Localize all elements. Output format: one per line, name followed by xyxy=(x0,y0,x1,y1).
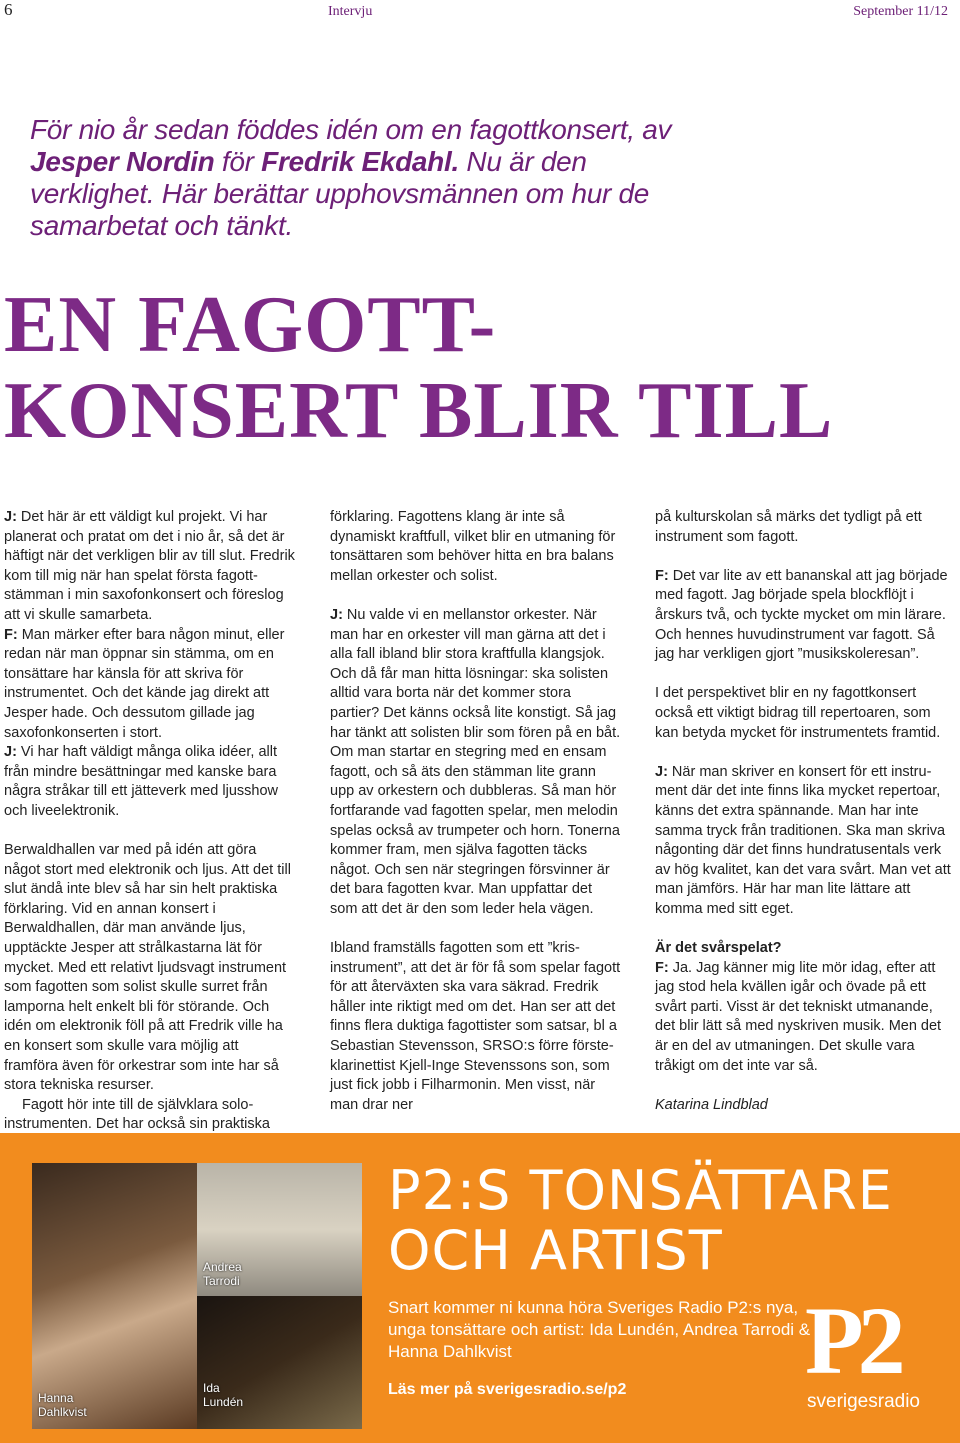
lead-name-composer: Jesper Nordin xyxy=(30,146,215,177)
ad-title-line-2: OCH ARTIST xyxy=(388,1219,723,1282)
speaker-label: F: xyxy=(4,626,18,643)
issue-date: September 11/12 xyxy=(853,4,948,19)
paragraph xyxy=(4,508,296,626)
byline: Katarina Lindblad xyxy=(655,1096,768,1113)
headline xyxy=(4,282,954,454)
photo-hanna-dahlkvist xyxy=(32,1163,197,1429)
paragraph xyxy=(655,959,955,1077)
paragraph-text: Det var lite av ett bananskal att jag började med fagott. Jag började spela blockflöjt i årskurs två, och tyckte mycket om min lärare. Och hennes huvudinstrument var fagott. Så jag har verkligen gjort ”musikskoleresan”. xyxy=(655,567,948,663)
p2-advertisement xyxy=(0,1133,960,1443)
paragraph-text: Ja. Jag känner mig lite mör idag, efter att jag stod hela kvällen igår och övade på ett svårt parti. Visst är det tekniskt utmanande, det blir lätt så med nyskriven musik. Men det är en del av utmaningen. Det skulle vara tråkigt om det inte var så. xyxy=(655,959,942,1074)
paragraph: på kulturskolan så märks det tydligt på ett instrument som fagott. xyxy=(655,509,922,545)
lead-text-1: För nio år sedan föddes idén om en fagottkonsert, av xyxy=(30,114,672,145)
speaker-label: J: xyxy=(655,763,668,780)
caption-first-name: Hanna xyxy=(38,1391,74,1405)
paragraph xyxy=(330,606,622,920)
paragraph-text: När man skriver en konsert för ett instrument där det inte finns lika mycket repertoar, känns det extra spännande. Man har inte samma tryck från traditionen. Ska man skriva någonting där det finns hundratusentals verk av hög kvalitet, kan det vara svårt. Man vet att man jämförs. Här har man lite lättare att komma med sitt eget. xyxy=(655,763,951,917)
caption-first-name: Ida xyxy=(203,1381,220,1395)
lead-paragraph xyxy=(30,114,710,242)
article-column-2 xyxy=(330,508,622,1115)
photo-ida-lunden xyxy=(197,1296,362,1429)
paragraph-text: Man märker efter bara någon minut, eller redan när man öppnar sin stämma, om en tonsättare har känsla för att skriva för instrumentet. Och det kände jag direkt att Jesper hade. Och dessutom gillade jag saxofonkonserten i stort. xyxy=(4,626,285,741)
paragraph-text: Nu valde vi en mellanstor orkester. När man har en orkester vill man gärna att det i alla fall ibland blir stora kraftfulla klangsjok. Och då får man hitta lösningar: ska solisten alltid vara borta när det kommer stora partier? Det känns också lite konstigt. Så jag har tänkt att solisten blir som fören på en båt. Om man startar en stegring med en ensam fagott, och så äts den stämman lite grann upp av orkestern och dubbleras. Så man hör fortfarande vad fagotten spelar, men melodin spelas också av trumpeter och horn. Tonerna kommer fram, men själva fagotten täcks något. Och sen när stegringen försvinner är det bara fagotten kvar. Man uppfattar det som att det är den som leder hela vägen. xyxy=(330,606,621,917)
lead-name-performer: Fredrik Ekdahl. xyxy=(261,146,459,177)
photo-andrea-tarrodi xyxy=(197,1163,362,1296)
speaker-label: F: xyxy=(655,567,669,584)
caption-andrea xyxy=(203,1260,242,1288)
paragraph xyxy=(655,567,955,665)
ad-title xyxy=(388,1161,948,1281)
caption-first-name: Andrea xyxy=(203,1260,242,1274)
caption-last-name: Dahlkvist xyxy=(38,1405,87,1419)
page-header xyxy=(0,0,960,28)
paragraph: Berwaldhallen var med på idén att göra något stort med elektronik och ljus. Att det till slut ändå inte blev så har sin helt praktiska förklaring. Vid en annan konsert i Berwaldhallen, där man använde ljus, upptäckte Jesper att strålkastarna lät för mycket. Med ett relativt ljudsvagt instrument som fagotten som solist skulle surret från lamporna helt enkelt bli för störande. Och idén om elektronik föll på att Fredrik ville ha en konsert som skulle vara möjlig att framföra även för orkestrar som inte har så stora tekniska resurser. xyxy=(4,842,291,1094)
lead-text-3: Nu är den verklighet. Här berättar upphovsmännen om hur de samarbetat och tänkt. xyxy=(30,146,650,241)
article-column-3 xyxy=(655,508,955,1115)
speaker-label: J: xyxy=(330,606,343,623)
paragraph: I det perspektivet blir en ny fagottkonsert också ett viktigt bidrag till repertoaren, som kan betyda mycket för instrumentets framtid. xyxy=(655,685,941,741)
speaker-label: J: xyxy=(4,744,17,761)
sverigesradio-wordmark: sverigesradio xyxy=(807,1391,920,1412)
speaker-label: J: xyxy=(4,509,17,525)
sveriges-radio-p2-logo xyxy=(805,1287,955,1423)
paragraph: Ibland framställs fagotten som ett ”krisinstrument”, att det är för få som spelar fagott för att återväxten ska vara säkrad. Fredrik håller inte riktigt med om det. Han ser att det finns flera duktiga fagottister som satsar, bl a Sebastian Stevensson, SRSO:s förre försteklarinettist Kjell-Inge Stevenssons son, som just fick jobb i Filharmonin. Men visst, när man drar ner xyxy=(330,940,621,1113)
artist-photos xyxy=(32,1163,362,1429)
headline-line-2: KONSERT BLIR TILL xyxy=(4,367,834,455)
section-label: Intervju xyxy=(328,4,373,19)
caption-last-name: Tarrodi xyxy=(203,1274,240,1288)
lead-text-2: för xyxy=(214,146,262,177)
paragraph xyxy=(655,763,955,920)
ad-body-text: Snart kommer ni kunna höra Sveriges Radio P2:s nya, unga tonsättare och artist: Ida Lundén, Andrea Tarrodi & Hanna Dahlkvist xyxy=(388,1298,811,1361)
p2-logo-mark: P2 xyxy=(805,1287,900,1394)
caption-hanna xyxy=(38,1391,87,1419)
ad-title-line-1: P2:S TONSÄTTARE xyxy=(388,1159,893,1222)
caption-ida xyxy=(203,1381,243,1409)
paragraph xyxy=(4,743,296,821)
caption-last-name: Lundén xyxy=(203,1395,244,1409)
page-number: 6 xyxy=(4,0,13,19)
speaker-label: F: xyxy=(655,959,669,976)
question-heading: Är det svårspelat? xyxy=(655,940,782,957)
paragraph: förklaring. Fagottens klang är inte så dynamiskt kraftfull, vilket blir en utmaning för tonsättaren som behöver hitta en bra balans mellan orkester och solist. xyxy=(330,509,616,584)
paragraph-text: Det här är ett väldigt kul projekt. Vi har planerat och pratat om det i nio år, så det är häftigt när det verkligen blir av till slut. Fredrik kom till mig när han spelat första fagottstämman i min saxofonkonsert och föreslog att vi skulle samarbeta. xyxy=(4,509,295,623)
headline-line-1: EN FAGOTT- xyxy=(4,281,497,369)
paragraph xyxy=(4,626,296,744)
paragraph-text: Vi har haft väldigt många olika idéer, allt från mindre besättningar med kanske bara några stråkar till ett jätteverk med ljusshow och liveelektronik. xyxy=(4,744,278,819)
paragraph: Fagott hör inte till de självklara soloinstrumenten. Det har också sin praktiska xyxy=(4,1096,270,1133)
ad-link[interactable]: Läs mer på sverigesradio.se/p2 xyxy=(388,1381,627,1398)
article-column-1 xyxy=(4,508,296,1135)
